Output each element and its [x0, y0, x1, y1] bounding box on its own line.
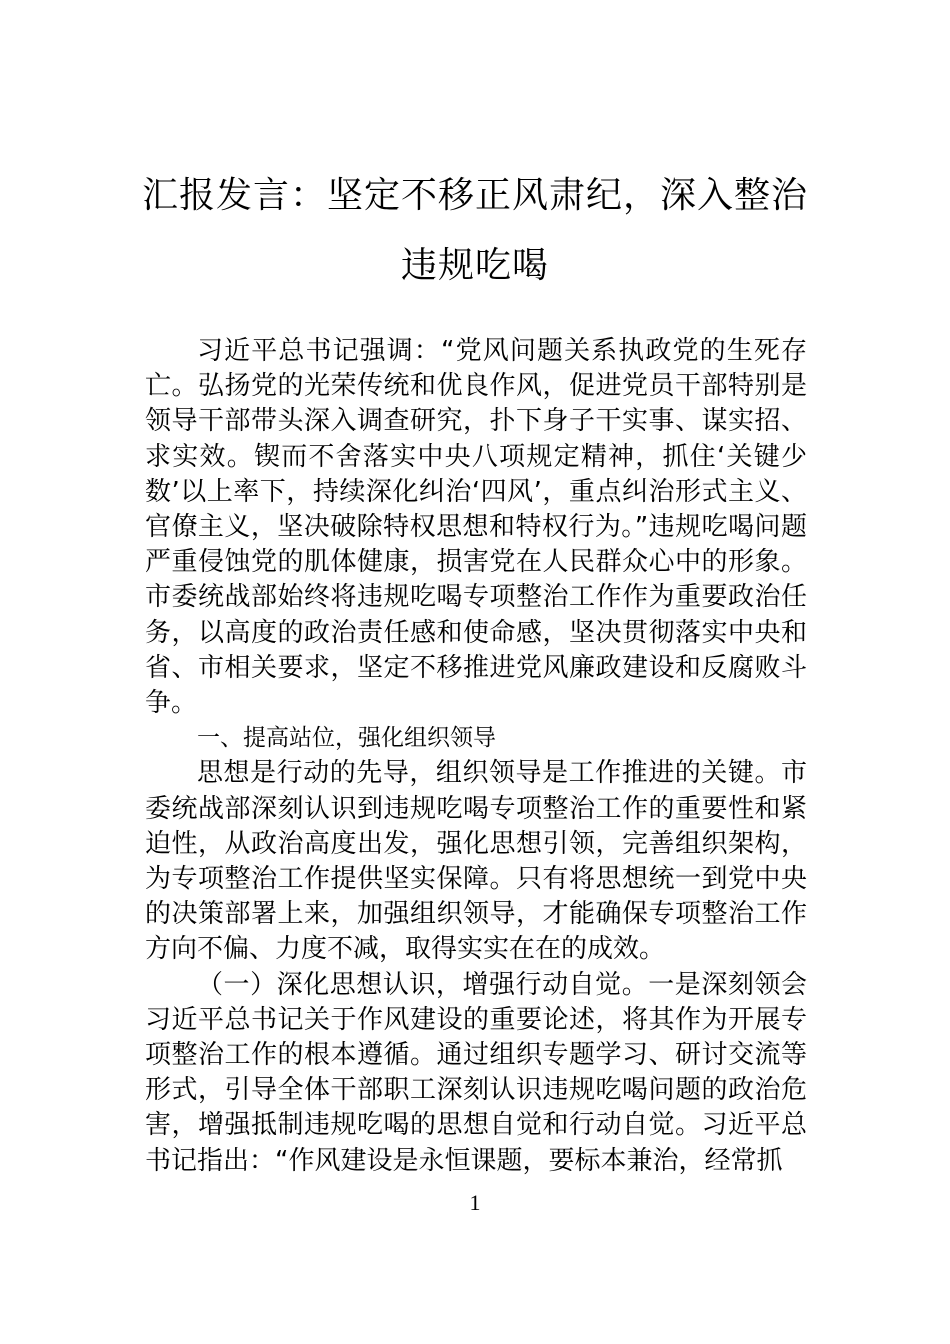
page-number: 1 — [469, 1190, 481, 1215]
section-heading: 一、提高站位，强化组织领导 — [197, 725, 496, 752]
document-title-line-2: 违规吃喝 — [400, 245, 549, 286]
paragraph-subsection-one: （一）深化思想认识，增强行动自觉。一是深刻领会习近平总书记关于作风建设的重要论述，将其作为开展专项整治工作的根本遵循。通过组织专题学习、研讨交流等形式，引导全体干部职工深刻认识违规吃喝问题的政治危害，增强抵制违规吃喝的思想自觉和行动自觉。习近平总书记指出：“作风建设是永恒课题，要标本兼治，经常抓 — [145, 969, 807, 1176]
document-title-line-1: 汇报发言：坚定不移正风肃纪，深入整治 — [141, 175, 808, 216]
document-body — [145, 334, 807, 1179]
paragraph-intro: 习近平总书记强调：“党风问题关系执政党的生死存亡。弘扬党的光荣传统和优良作风，促进党员干部特别是领导干部带头深入调查研究，扑下身子干实事、谋实招、求实效。锲而不舍落实中央八项规定精神，抓住‘关键少数’以上率下，持续深化纠治‘四风’，重点纠治形式主义、官僚主义，坚决破除特权思想和特权行为。”违规吃喝问题严重侵蚀党的肌体健康，损害党在人民群众心中的形象。市委统战部始终将违规吃喝专项整治工作作为重要政治任务，以高度的政治责任感和使命感，坚决贯彻落实中央和省、市相关要求，坚定不移推进党风廉政建设和反腐败斗争。 — [145, 336, 807, 719]
paragraph-section-one: 思想是行动的先导，组织领导是工作推进的关键。市委统战部深刻认识到违规吃喝专项整治工作的重要性和紧迫性，从政治高度出发，强化思想引领，完善组织架构，为专项整治工作提供坚实保障。只有将思想统一到党中央的决策部署上来，加强组织领导，才能确保专项整治工作方向不偏、力度不减，取得实实在在的成效。 — [145, 758, 807, 965]
